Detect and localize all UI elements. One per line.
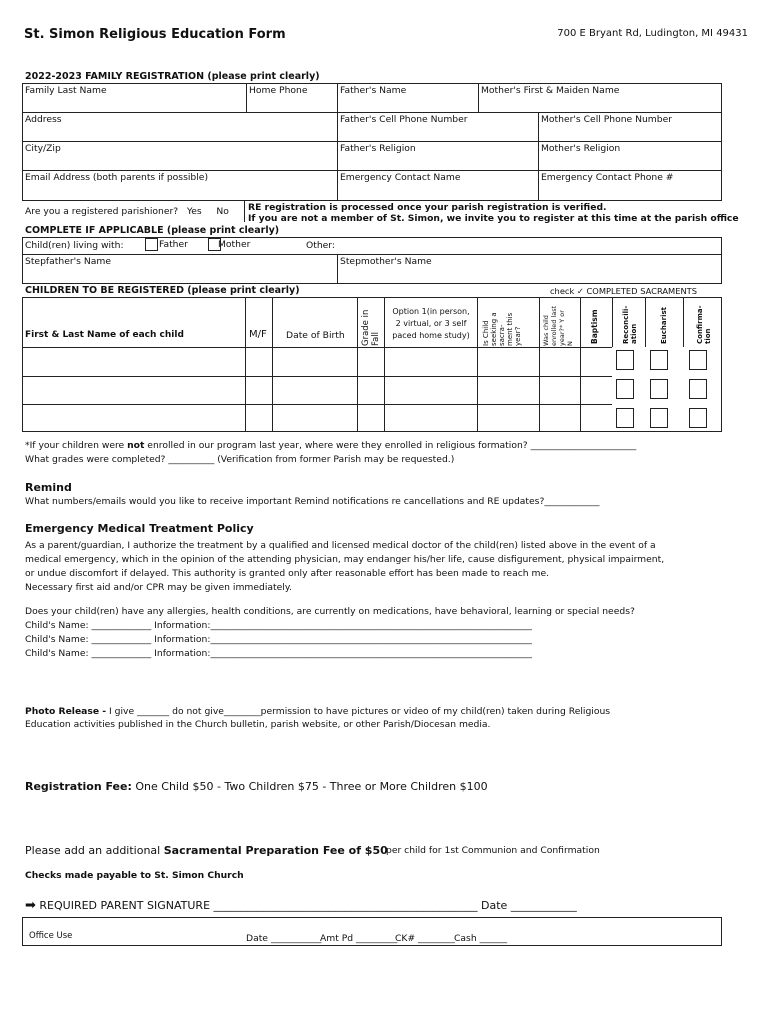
mother-checkbox-label: Mother xyxy=(218,239,251,250)
col-reconciliation: Reconcili- ation xyxy=(622,305,638,344)
parish-address: 700 E Bryant Rd, Ludington, MI 49431 xyxy=(557,28,748,39)
father-checkbox[interactable] xyxy=(145,238,188,251)
mothers-name-field[interactable]: Mother's First & Maiden Name xyxy=(481,85,620,96)
completed-sacraments-note: check ✓ COMPLETED SACRAMENTS xyxy=(550,286,697,296)
enrolled-question-prefix: *If your children were xyxy=(25,440,128,451)
parishioner-question xyxy=(25,206,229,217)
col-baptism: Baptism xyxy=(590,309,599,344)
parishioner-yes[interactable]: Yes xyxy=(186,206,202,217)
col-eucharist: Eucharist xyxy=(660,307,668,344)
reconciliation-checkbox-row2[interactable] xyxy=(650,379,668,399)
enrolled-question-bold: not xyxy=(127,440,145,451)
parishioner-question-text: Are you a registered parishioner? xyxy=(25,206,179,217)
medical-line2: medical emergency, which in the opinion of the attending physician, may endanger his/her life, cause disfigurement, physical impairment, xyxy=(25,554,665,565)
parishioner-no[interactable]: No xyxy=(216,206,229,217)
mothers-cell-field[interactable]: Mother's Cell Phone Number xyxy=(541,114,673,125)
registration-fee-text: One Child $50 - Two Children $75 - Three or More Children $100 xyxy=(131,780,488,793)
applicable-heading: COMPLETE IF APPLICABLE (please print clearly) xyxy=(25,225,280,236)
baptism-checkbox-row1[interactable] xyxy=(616,350,634,370)
eucharist-checkbox-row3[interactable] xyxy=(689,408,707,428)
remind-heading: Remind xyxy=(25,481,72,494)
stepmother-name-field[interactable]: Stepmother's Name xyxy=(340,256,432,267)
photo-release-line1[interactable] xyxy=(25,706,610,717)
emergency-contact-phone-field[interactable]: Emergency Contact Phone # xyxy=(541,172,674,183)
medical-line3: or undue discomfort if delayed. This authority is granted only after reasonable effort has been made to reach me. xyxy=(25,568,550,579)
sacramental-fee-prefix: Please add an additional xyxy=(25,844,164,857)
re-note-line2: If you are not a member of St. Simon, we invite you to register at this time at the parish office xyxy=(248,213,739,224)
other-field[interactable]: Other: xyxy=(306,240,336,251)
signature-label[interactable]: REQUIRED PARENT SIGNATURE ________________________________________________ Date ____________ xyxy=(39,899,577,912)
emergency-contact-name-field[interactable]: Emergency Contact Name xyxy=(340,172,461,183)
fathers-religion-field[interactable]: Father's Religion xyxy=(340,143,416,154)
child-info-line1[interactable]: Child's Name: _____________ Information:______________________________________________________________________ xyxy=(25,620,533,631)
remind-question[interactable]: What numbers/emails would you like to receive important Remind notifications re cancellations and RE updates?____________ xyxy=(25,496,600,507)
baptism-checkbox-row2[interactable] xyxy=(616,379,634,399)
registration-fee-label: Registration Fee: xyxy=(25,780,132,793)
children-heading: CHILDREN TO BE REGISTERED (please print clearly) xyxy=(25,285,300,296)
eucharist-checkbox-row1[interactable] xyxy=(689,350,707,370)
signature-line[interactable] xyxy=(25,898,577,913)
col-mf: M/F xyxy=(249,329,267,340)
photo-release-line2: Education activities published in the Church bulletin, parish website, or other Parish/Diocesan media. xyxy=(25,719,491,730)
eucharist-checkbox-row2[interactable] xyxy=(689,379,707,399)
col-grade: Grade in Fall xyxy=(361,309,381,346)
col-confirmation: Confirma- tion xyxy=(696,305,712,344)
city-zip-field[interactable]: City/Zip xyxy=(25,143,61,154)
medical-heading: Emergency Medical Treatment Policy xyxy=(25,522,254,535)
form-title: St. Simon Religious Education Form xyxy=(24,27,286,42)
living-with-label: Child(ren) living with: xyxy=(25,240,124,251)
registration-fee xyxy=(25,780,488,793)
col-dob: Date of Birth xyxy=(286,330,345,341)
col-child-name: First & Last Name of each child xyxy=(25,330,184,340)
reconciliation-checkbox-row3[interactable] xyxy=(650,408,668,428)
reconciliation-checkbox-row1[interactable] xyxy=(650,350,668,370)
sacramental-fee-bold: Sacramental Preparation Fee of $50 xyxy=(163,844,388,857)
child-info-line2[interactable]: Child's Name: _____________ Information:______________________________________________________________________ xyxy=(25,634,533,645)
mothers-religion-field[interactable]: Mother's Religion xyxy=(541,143,621,154)
baptism-checkbox-row3[interactable] xyxy=(616,408,634,428)
enrolled-question-suffix[interactable]: enrolled in our program last year, where were they enrolled in religious formation? _______________________ xyxy=(144,440,637,451)
col-seeking-sacrament: Is Child seeking a sacra- ment this year? xyxy=(482,312,522,346)
office-cash-field[interactable]: Cash ______ xyxy=(454,933,508,944)
sacramental-fee-note: per child for 1st Communion and Confirmation xyxy=(386,845,600,856)
allergy-question: Does your child(ren) have any allergies, health conditions, are currently on medications, have behavioral, learning or special needs? xyxy=(25,606,635,617)
mother-checkbox[interactable] xyxy=(208,238,250,251)
col-enrolled-last-year: Was child enrolled last year?* Y or N xyxy=(542,305,574,346)
re-note-line1: RE registration is processed once your parish registration is verified. xyxy=(248,202,607,213)
stepfather-name-field[interactable]: Stepfather's Name xyxy=(25,256,111,267)
medical-policy-text xyxy=(25,539,725,595)
enrolled-question xyxy=(25,440,636,451)
office-check-number-field[interactable]: CK# ________ xyxy=(395,933,455,944)
fathers-name-field[interactable]: Father's Name xyxy=(340,85,407,96)
child-info-line3[interactable]: Child's Name: _____________ Information:______________________________________________________________________ xyxy=(25,648,533,659)
office-date-field[interactable]: Date ___________ xyxy=(246,933,322,944)
address-field[interactable]: Address xyxy=(25,114,62,125)
grades-question[interactable]: What grades were completed? __________ (Verification from former Parish may be requested.) xyxy=(25,454,455,465)
arrow-right-icon: ➡ xyxy=(25,898,36,913)
email-field[interactable]: Email Address (both parents if possible) xyxy=(25,172,209,183)
medical-line4: Necessary first aid and/or CPR may be given immediately. xyxy=(25,582,292,593)
sacramental-fee xyxy=(25,844,388,857)
col-option: Option 1(in person, 2 virtual, or 3 self paced home study) xyxy=(392,307,470,340)
medical-line1: As a parent/guardian, I authorize the treatment by a qualified and licensed medical doctor of the child(ren) listed above in the event of a xyxy=(25,540,656,551)
photo-release-label: Photo Release - xyxy=(25,706,107,717)
fathers-cell-field[interactable]: Father's Cell Phone Number xyxy=(340,114,468,125)
father-checkbox-label: Father xyxy=(159,239,188,250)
family-info-table xyxy=(22,83,722,201)
photo-release-text1[interactable]: I give _______ do not give________permission to have pictures or video of my child(ren) taken during Religious xyxy=(106,706,611,717)
home-phone-field[interactable]: Home Phone xyxy=(249,85,308,96)
office-use-label: Office Use xyxy=(29,931,73,941)
family-last-name-field[interactable]: Family Last Name xyxy=(25,85,107,96)
checks-payable-note: Checks made payable to St. Simon Church xyxy=(25,870,244,881)
office-amount-field[interactable]: Amt Pd _________ xyxy=(320,933,398,944)
father-checkbox-box[interactable] xyxy=(145,238,158,251)
family-registration-heading: 2022-2023 FAMILY REGISTRATION (please print clearly) xyxy=(25,71,320,82)
